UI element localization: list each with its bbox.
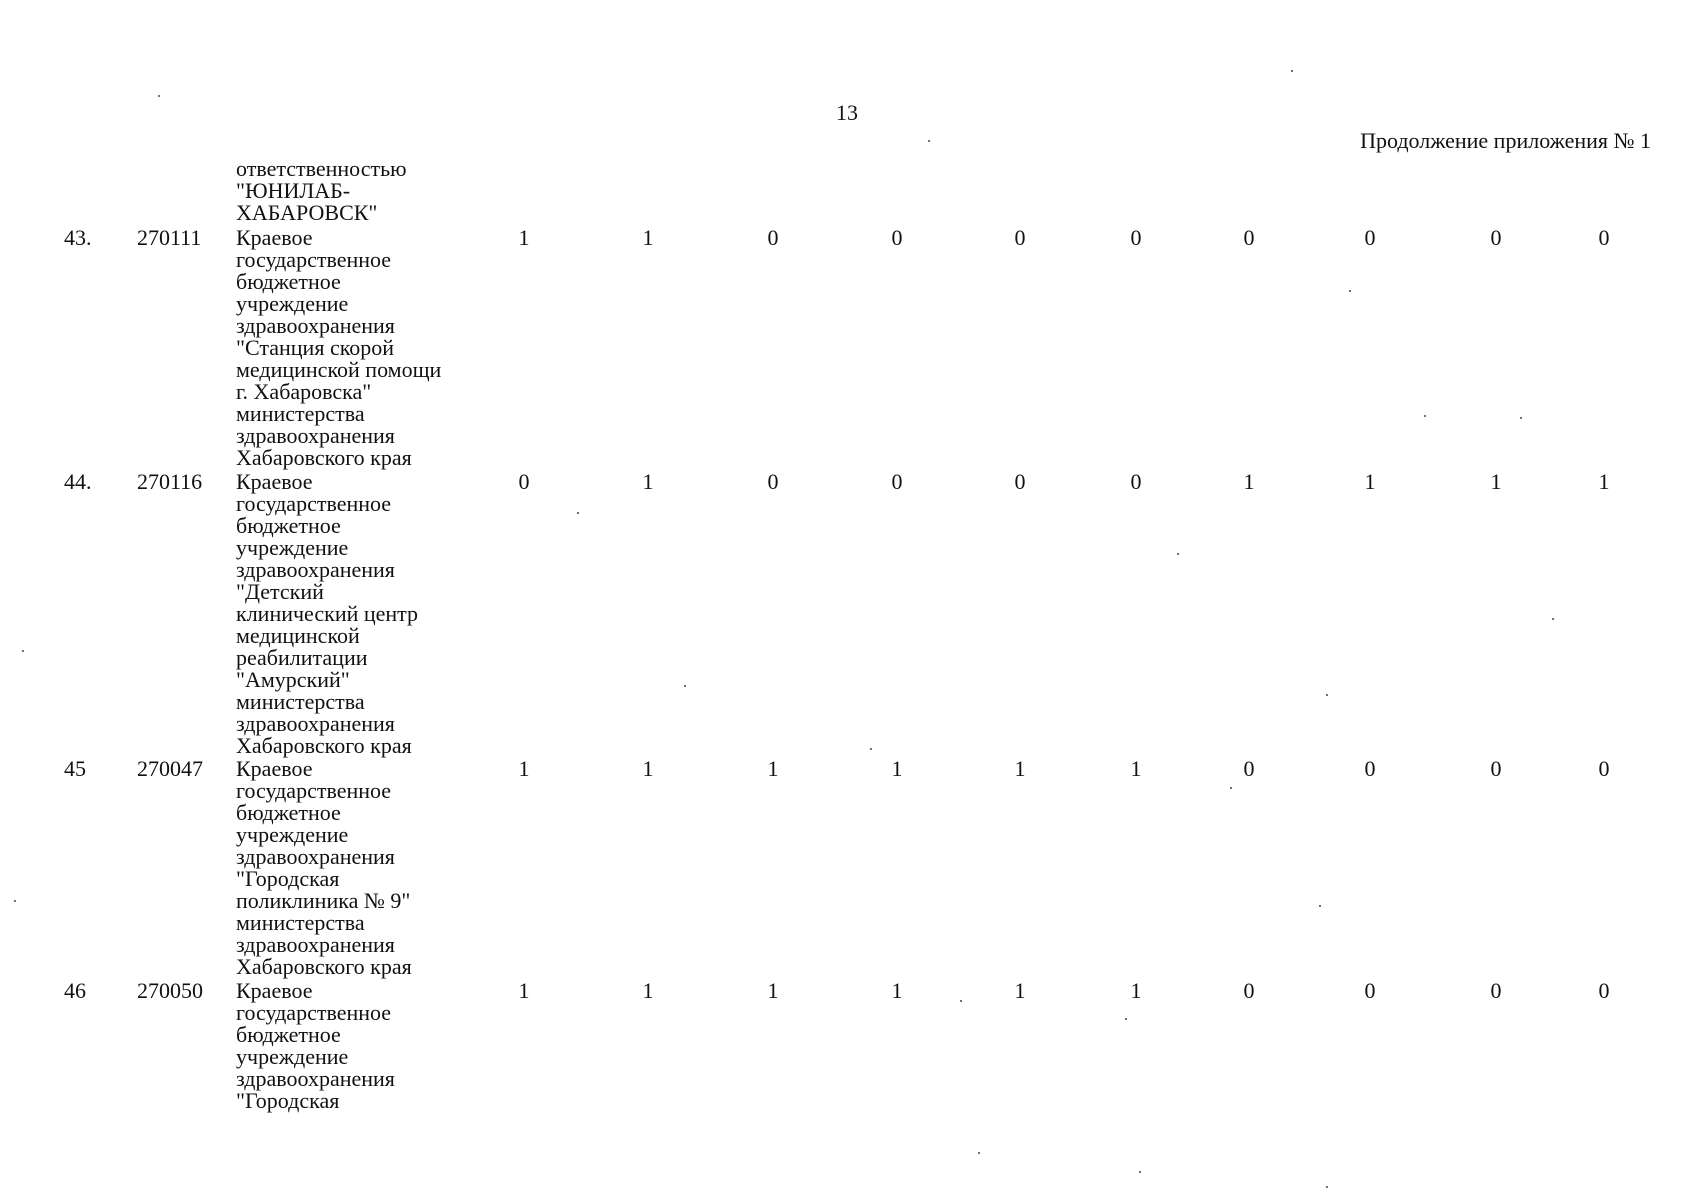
value-cell: 1 — [1014, 978, 1026, 1003]
scan-speck — [1139, 1171, 1141, 1173]
value-cell: 1 — [767, 978, 779, 1003]
value-cell: 1 — [642, 756, 654, 781]
scan-speck — [1349, 290, 1351, 292]
value-cell: 0 — [767, 225, 779, 250]
value-cell: 0 — [1598, 756, 1610, 781]
row-code: 270047 — [137, 756, 203, 781]
scan-speck — [158, 95, 160, 97]
value-cell: 0 — [891, 225, 903, 250]
value-cell: 1 — [1014, 756, 1026, 781]
organization-name: Краевое государственное бюджетное учреждение здравоохранения "Городская — [236, 978, 395, 1113]
value-cell: 1 — [1364, 469, 1376, 494]
scan-speck — [870, 748, 872, 750]
value-cell: 1 — [1130, 978, 1142, 1003]
value-cell: 1 — [642, 469, 654, 494]
scan-speck — [14, 900, 16, 902]
value-cell: 0 — [1490, 756, 1502, 781]
row-number: 45 — [64, 756, 86, 781]
value-cell: 0 — [1130, 225, 1142, 250]
value-cell: 1 — [642, 225, 654, 250]
value-cell: 0 — [1243, 978, 1255, 1003]
value-cell: 0 — [1243, 225, 1255, 250]
row-code: 270116 — [137, 469, 203, 494]
scan-speck — [1291, 70, 1293, 72]
scan-speck — [577, 512, 579, 514]
scan-speck — [1230, 787, 1232, 789]
value-cell: 0 — [1014, 225, 1026, 250]
value-cell: 0 — [518, 469, 530, 494]
page-number: 13 — [836, 100, 858, 125]
value-cell: 0 — [1490, 225, 1502, 250]
organization-name: Краевое государственное бюджетное учреждение здравоохранения "Городская поликлиника № 9" министерства здравоохранения Хабаровского края — [236, 756, 412, 979]
value-cell: 1 — [642, 978, 654, 1003]
value-cell: 0 — [891, 469, 903, 494]
value-cell: 0 — [1598, 225, 1610, 250]
organization-name: Краевое государственное бюджетное учреждение здравоохранения "Детский клинический центр медицинской реабилитации "Амурский" министерства здравоохранения Хабаровского края — [236, 469, 419, 758]
value-cell: 0 — [1364, 978, 1376, 1003]
value-cell: 0 — [1490, 978, 1502, 1003]
scan-speck — [1326, 694, 1328, 696]
row-code: 270111 — [137, 225, 202, 250]
scan-speck — [1125, 1018, 1127, 1020]
value-cell: 0 — [1364, 225, 1376, 250]
scan-speck — [978, 1152, 980, 1154]
value-cell: 1 — [767, 756, 779, 781]
scan-speck — [1177, 553, 1179, 555]
organization-name: Краевое государственное бюджетное учреждение здравоохранения "Станция скорой медицинской помощи г. Хабаровска" министерства здравоохранения Хабаровского края — [236, 225, 442, 470]
value-cell: 1 — [518, 978, 530, 1003]
value-cell: 1 — [1243, 469, 1255, 494]
value-cell: 1 — [518, 225, 530, 250]
carryover-text: ответственностью "ЮНИЛАБ- ХАБАРОВСК" — [236, 156, 407, 225]
continuation-label: Продолжение приложения № 1 — [1360, 128, 1651, 153]
value-cell: 0 — [1014, 469, 1026, 494]
value-cell: 1 — [891, 756, 903, 781]
scan-speck — [1424, 415, 1426, 417]
value-cell: 1 — [1130, 756, 1142, 781]
value-cell: 0 — [1243, 756, 1255, 781]
value-cell: 1 — [1490, 469, 1502, 494]
scan-speck — [684, 685, 686, 687]
scan-speck — [22, 650, 24, 652]
value-cell: 0 — [1130, 469, 1142, 494]
value-cell: 0 — [1364, 756, 1376, 781]
value-cell: 0 — [1598, 978, 1610, 1003]
scan-speck — [1520, 417, 1522, 419]
scan-speck — [960, 1000, 962, 1002]
scan-speck — [1326, 1186, 1328, 1188]
value-cell: 0 — [767, 469, 779, 494]
value-cell: 1 — [1598, 469, 1610, 494]
scan-speck — [1552, 618, 1554, 620]
row-number: 44. — [64, 469, 92, 494]
row-number: 43. — [64, 225, 92, 250]
value-cell: 1 — [518, 756, 530, 781]
scan-speck — [1319, 905, 1321, 907]
scan-speck — [928, 140, 930, 142]
value-cell: 1 — [891, 978, 903, 1003]
row-code: 270050 — [137, 978, 203, 1003]
row-number: 46 — [64, 978, 86, 1003]
